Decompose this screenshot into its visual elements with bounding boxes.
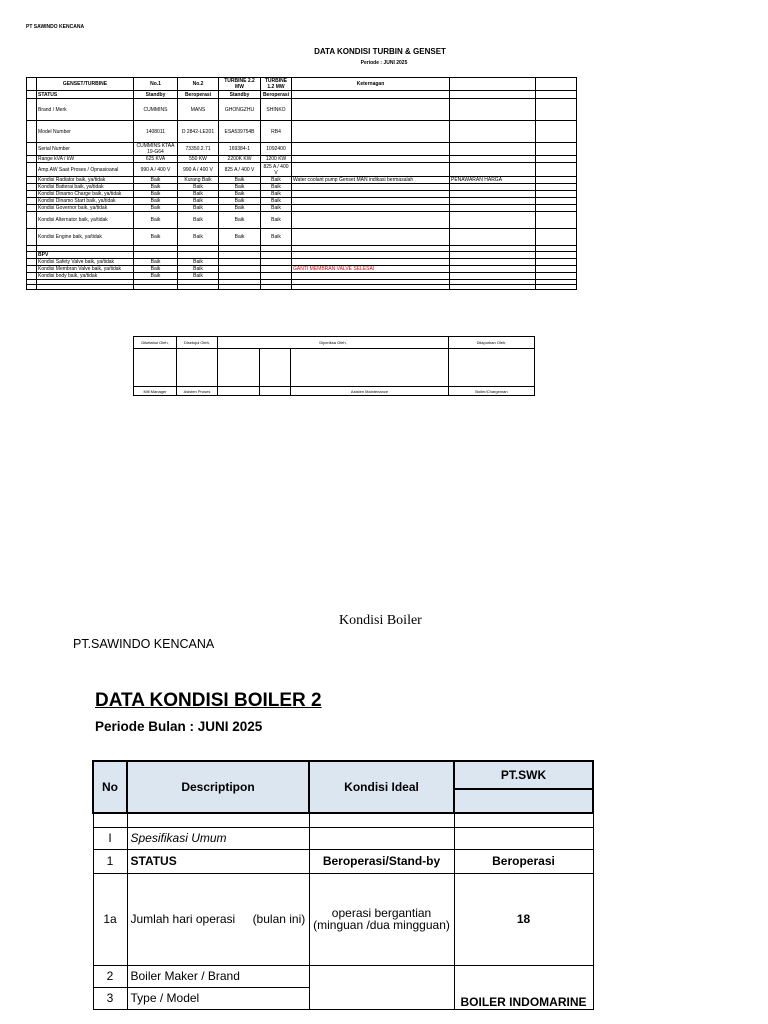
turbine-row-label: Kondisi Radiator baik, ya/tidak [37, 177, 134, 184]
turbine-row-extra [536, 252, 577, 259]
turbine-row-note [292, 184, 450, 191]
turbine-row-value: Baik [178, 259, 219, 266]
turbine-row [27, 252, 577, 259]
turbine-row-value: ESA539754B [219, 121, 261, 143]
turbine-row-note [292, 285, 450, 290]
boiler-row-no: 2 [93, 965, 127, 987]
turbine-row-value: 550 KW [178, 156, 219, 163]
turbine-row-note2 [450, 205, 536, 212]
turbine-header-index [27, 78, 37, 91]
turbine-row-note2 [450, 285, 536, 290]
sign-space [260, 349, 291, 387]
turbine-row-value: Baik [134, 212, 178, 229]
turbine-row-note [292, 156, 450, 163]
turbine-row-label: Kondisi Batterai baik, ya/tidak [37, 184, 134, 191]
turbine-header-row [27, 78, 577, 91]
boiler-section-heading: Kondisi Boiler [339, 613, 422, 628]
turbine-row-extra [536, 91, 577, 99]
turbine-row-index [27, 91, 37, 99]
turbine-row [27, 266, 577, 273]
turbine-row-note2 [450, 212, 536, 229]
turbine-row-label: BPV [37, 252, 134, 259]
turbine-row-value: Baik [134, 198, 178, 205]
turbine-row-label: Model Number [37, 121, 134, 143]
sign-space [291, 349, 449, 387]
turbine-row-note2 [450, 252, 536, 259]
turbine-header-turbine-12mw: TURBINE 1.2 MW [261, 78, 292, 91]
turbine-row-value: Baik [219, 212, 261, 229]
turbine-header-no1: No.1 [134, 78, 178, 91]
turbine-row [27, 198, 577, 205]
turbine-header-no2: No.2 [178, 78, 219, 91]
boiler-spacer [127, 813, 309, 827]
sign-space [134, 349, 177, 387]
boiler-row-no: 1 [93, 849, 127, 873]
turbine-row-extra [536, 205, 577, 212]
turbine-row-value [261, 285, 292, 290]
turbine-row [27, 156, 577, 163]
turbine-row-value: 1092400 [261, 143, 292, 156]
turbine-row-value: Kurang Baik [178, 177, 219, 184]
turbine-row-extra [536, 191, 577, 198]
sign-role-asisten-proses: Asisten Proses [177, 387, 218, 396]
turbine-row-value: Baik [219, 184, 261, 191]
sign-role-mill-manager: Mill Manager [134, 387, 177, 396]
turbine-row-value: SHINKO [261, 99, 292, 121]
turbine-row-note2 [450, 191, 536, 198]
sign-role-empty [260, 387, 291, 396]
turbine-row-value: Baik [134, 191, 178, 198]
boiler-row-ideal: Beroperasi/Stand-by [309, 849, 454, 873]
turbine-row-note [292, 143, 450, 156]
turbine-row-extra [536, 177, 577, 184]
turbine-row-note2 [450, 156, 536, 163]
sign-header-reported: Dilaporkan Oleh, [449, 337, 535, 349]
turbine-row-value [219, 273, 261, 280]
turbine-row-value: Baik [178, 198, 219, 205]
turbine-row [27, 191, 577, 198]
turbine-row-value [261, 259, 292, 266]
boiler-row-desc-main: Jumlah hari operasi [130, 912, 236, 926]
turbine-row-value [178, 252, 219, 259]
turbine-row-label: Kondisi Safety Valve baik, ya/tidak [37, 259, 134, 266]
turbine-row-value: Baik [219, 177, 261, 184]
boiler-spacer [309, 813, 454, 827]
boiler-row-desc-extra: (bulan ini) [252, 912, 306, 926]
turbine-row-value [134, 252, 178, 259]
turbine-row-value: Baik [261, 177, 292, 184]
turbine-row-note2 [450, 259, 536, 266]
turbine-row-note: Water coolant pump Genset MAN indikasi bermasalah [292, 177, 450, 184]
turbine-row-extra [536, 143, 577, 156]
turbine-row-value: 1408011 [134, 121, 178, 143]
turbine-row [27, 177, 577, 184]
turbine-row [27, 259, 577, 266]
boiler-row-value: Beroperasi [454, 849, 593, 873]
turbine-row [27, 229, 577, 246]
turbine-row-value [178, 285, 219, 290]
turbine-row-value: 625 KVA [134, 156, 178, 163]
turbine-header-turbine-22mw: TURBINE 2.2 MW [219, 78, 261, 91]
turbine-row-index [27, 163, 37, 177]
turbine-row-extra [536, 273, 577, 280]
boiler-row-desc: Spesifikasi Umum [127, 827, 309, 849]
turbine-row-index [27, 229, 37, 246]
turbine-header-genset-turbine: GENSET/TURBINE [37, 78, 134, 91]
turbine-row-note2 [450, 273, 536, 280]
turbine-row-label: Kondisi Dinamo Charge baik, ya/tidak [37, 191, 134, 198]
turbine-row-value: 2200K KW [219, 156, 261, 163]
turbine-row-value: 825 A / 400 V [219, 163, 261, 177]
boiler-company-name: PT.SAWINDO KENCANA [73, 637, 215, 651]
turbine-row-value: Baik [178, 212, 219, 229]
sign-role-asisten-maintenance: Asisten Maintenance [291, 387, 449, 396]
turbine-row-note [292, 163, 450, 177]
boiler-condition-table [92, 760, 594, 1010]
turbine-row-value: Baik [219, 229, 261, 246]
turbine-row-extra [536, 156, 577, 163]
turbine-row-extra [536, 212, 577, 229]
turbine-row-index [27, 273, 37, 280]
turbine-row-value: CUMMINS [134, 99, 178, 121]
turbine-row-index [27, 184, 37, 191]
turbine-row-index [27, 191, 37, 198]
boiler-period: Periode Bulan : JUNI 2025 [95, 719, 263, 734]
turbine-row-note2 [450, 121, 536, 143]
turbine-row-note2 [450, 91, 536, 99]
turbine-row-label [37, 285, 134, 290]
turbine-row-note [292, 198, 450, 205]
turbine-row-note2 [450, 99, 536, 121]
turbine-row-extra [536, 99, 577, 121]
turbine-row-value: Baik [261, 184, 292, 191]
turbine-row-value: Baik [261, 205, 292, 212]
turbine-row-value: Baik [178, 184, 219, 191]
turbine-row-note2 [450, 143, 536, 156]
turbine-row-value: Baik [134, 184, 178, 191]
turbine-row-value: Beroperasi [261, 91, 292, 99]
sign-role-boiler-chargeman: Boiler/Chargeman [449, 387, 535, 396]
turbine-row [27, 99, 577, 121]
turbine-row-index [27, 212, 37, 229]
turbine-row-value: Baik [134, 259, 178, 266]
turbine-row-extra [536, 229, 577, 246]
turbine-row-index [27, 198, 37, 205]
turbine-row-label: Kondisi Membran Valve baik, ya/tidak [37, 266, 134, 273]
boiler-spacer [454, 813, 593, 827]
turbine-row-note [292, 191, 450, 198]
boiler-header-org-sub [454, 789, 593, 813]
turbine-row-value: D 2842-LE201 [178, 121, 219, 143]
turbine-period: Periode : JUNI 2025 [360, 60, 408, 66]
turbine-row-note2 [450, 184, 536, 191]
turbine-row-value: Baik [261, 229, 292, 246]
turbine-row-extra [536, 285, 577, 290]
sign-role-empty [218, 387, 260, 396]
turbine-row-note: GANTI MEMBRAN VALVE SELESAI [292, 266, 450, 273]
turbine-row-label: Kondisi body baik, ya/tidak [37, 273, 134, 280]
turbine-row-value: RB4 [261, 121, 292, 143]
turbine-row-value: Baik [261, 212, 292, 229]
boiler-header-description: Descriptipon [127, 761, 309, 813]
turbine-row-note2 [450, 163, 536, 177]
turbine-title [0, 47, 768, 56]
turbine-row-index [27, 99, 37, 121]
sign-space [218, 349, 260, 387]
turbine-row-value: 990 A / 400 V [134, 163, 178, 177]
turbine-row-index [27, 285, 37, 290]
turbine-row-note [292, 259, 450, 266]
boiler-row-no: 1a [93, 873, 127, 965]
turbine-row-value [134, 285, 178, 290]
turbine-row-value: Baik [178, 266, 219, 273]
turbine-row-note [292, 205, 450, 212]
turbine-row [27, 212, 577, 229]
turbine-row-note [292, 252, 450, 259]
boiler-row-ideal [309, 965, 454, 1009]
turbine-row-value: Baik [261, 198, 292, 205]
turbine-row-label: STATUS [37, 91, 134, 99]
turbine-row-value: 169384-1 [219, 143, 261, 156]
turbine-row-value: Baik [178, 205, 219, 212]
turbine-row-extra [536, 184, 577, 191]
turbine-row-label: Kondisi Governor baik, ya/tidak [37, 205, 134, 212]
sign-header-checked: Diperiksa Oleh, [218, 337, 449, 349]
boiler-row-desc: STATUS [127, 849, 309, 873]
turbine-row-index [27, 259, 37, 266]
turbine-row-value: Baik [178, 191, 219, 198]
turbine-row-extra [536, 121, 577, 143]
turbine-row-value: Baik [219, 191, 261, 198]
turbine-row-value [219, 266, 261, 273]
boiler-row-desc [127, 873, 309, 965]
turbine-header-extra [536, 78, 577, 91]
company-name-small: PT SAWINDO KENCANA [26, 24, 85, 30]
turbine-row-value: Baik [134, 205, 178, 212]
turbine-row-note [292, 273, 450, 280]
boiler-header-org: PT.SWK [454, 761, 593, 789]
turbine-row-note [292, 229, 450, 246]
boiler-row-value: 18 [454, 873, 593, 965]
turbine-row-value [261, 252, 292, 259]
turbine-row-note2 [450, 198, 536, 205]
turbine-row-value: Baik [134, 229, 178, 246]
boiler-row-ideal [309, 827, 454, 849]
turbine-row-value: Standby [134, 91, 178, 99]
turbine-row-note [292, 91, 450, 99]
boiler-row-value [454, 827, 593, 849]
turbine-row-label: Serial Number [37, 143, 134, 156]
boiler-row-no: 3 [93, 987, 127, 1009]
turbine-header-extra [450, 78, 536, 91]
turbine-row-label: Kondisi Engine baik, ya/tidak [37, 229, 134, 246]
turbine-row-value: GHONGZHU [219, 99, 261, 121]
turbine-row-value [219, 252, 261, 259]
turbine-row-index [27, 156, 37, 163]
boiler-header-ideal: Kondisi Ideal [309, 761, 454, 813]
turbine-row-value: Baik [261, 191, 292, 198]
turbine-row-value: Baik [178, 229, 219, 246]
turbine-header-keterangan: Keternagan [292, 78, 450, 91]
turbine-row-index [27, 121, 37, 143]
turbine-row [27, 285, 577, 290]
turbine-row-value: 73350.2.71 [178, 143, 219, 156]
turbine-row-label: Kondisi Alternator baik, ya/tidak [37, 212, 134, 229]
turbine-row-label: Amp.AW Saat Proses / Opnasioanal [37, 163, 134, 177]
turbine-row-index [27, 177, 37, 184]
turbine-row-value: 1200 KW [261, 156, 292, 163]
boiler-row-ideal: operasi bergantian (minguan /dua mingguan) [309, 873, 454, 965]
boiler-title: DATA KONDISI BOILER 2 [95, 690, 322, 711]
turbine-row-note2 [450, 266, 536, 273]
turbine-row-extra [536, 259, 577, 266]
turbine-row-note [292, 99, 450, 121]
sign-header-known: Diketahui Oleh, [134, 337, 177, 349]
turbine-row-note [292, 121, 450, 143]
turbine-row-value: Standby [219, 91, 261, 99]
turbine-row-value: Baik [178, 273, 219, 280]
turbine-row-value: Baik [134, 177, 178, 184]
turbine-row [27, 163, 577, 177]
turbine-row [27, 273, 577, 280]
turbine-row-value: Baik [134, 273, 178, 280]
turbine-row [27, 184, 577, 191]
turbine-title-text: DATA KONDISI TURBIN & GENSET [314, 47, 446, 56]
turbine-row [27, 121, 577, 143]
turbine-genset-table [26, 77, 577, 290]
boiler-row-value: BOILER INDOMARINE [454, 965, 593, 1009]
turbine-row-value [261, 266, 292, 273]
turbine-row-value: 825 A / 400 V [261, 163, 292, 177]
turbine-row [27, 205, 577, 212]
turbine-row-value: Baik [219, 205, 261, 212]
turbine-row-index [27, 205, 37, 212]
turbine-row-value [261, 273, 292, 280]
turbine-row-index [27, 143, 37, 156]
turbine-row-value [219, 285, 261, 290]
turbine-row-value: Baik [219, 198, 261, 205]
boiler-spacer [93, 813, 127, 827]
turbine-row-value: MANS [178, 99, 219, 121]
turbine-row-index [27, 252, 37, 259]
turbine-row [27, 143, 577, 156]
sign-space [449, 349, 535, 387]
turbine-row-note2: PENAWARAN HARGA [450, 177, 536, 184]
turbine-row-label: Range kVA / kW [37, 156, 134, 163]
turbine-row-value: 990 A / 400 V [178, 163, 219, 177]
turbine-row-value: CUMMINS KTAA 19-G64 [134, 143, 178, 156]
turbine-row-extra [536, 163, 577, 177]
turbine-row [27, 91, 577, 99]
sign-space [177, 349, 218, 387]
turbine-row-index [27, 266, 37, 273]
turbine-row-extra [536, 266, 577, 273]
turbine-row-value: Baik [134, 266, 178, 273]
boiler-row-desc: Type / Model [127, 987, 309, 1009]
turbine-row-label: Kondisi Dinamo Start baik, ya/tidak [37, 198, 134, 205]
turbine-row-value [219, 259, 261, 266]
signature-table [133, 336, 535, 396]
turbine-row-value: Beroperasi [178, 91, 219, 99]
boiler-header-no: No [93, 761, 127, 813]
turbine-row-extra [536, 198, 577, 205]
sign-header-approved: Disetujui Oleh, [177, 337, 218, 349]
turbine-row-note2 [450, 229, 536, 246]
boiler-row-no: I [93, 827, 127, 849]
turbine-row-note [292, 212, 450, 229]
boiler-row-desc: Boiler Maker / Brand [127, 965, 309, 987]
turbine-row-label: Brand / Merk [37, 99, 134, 121]
